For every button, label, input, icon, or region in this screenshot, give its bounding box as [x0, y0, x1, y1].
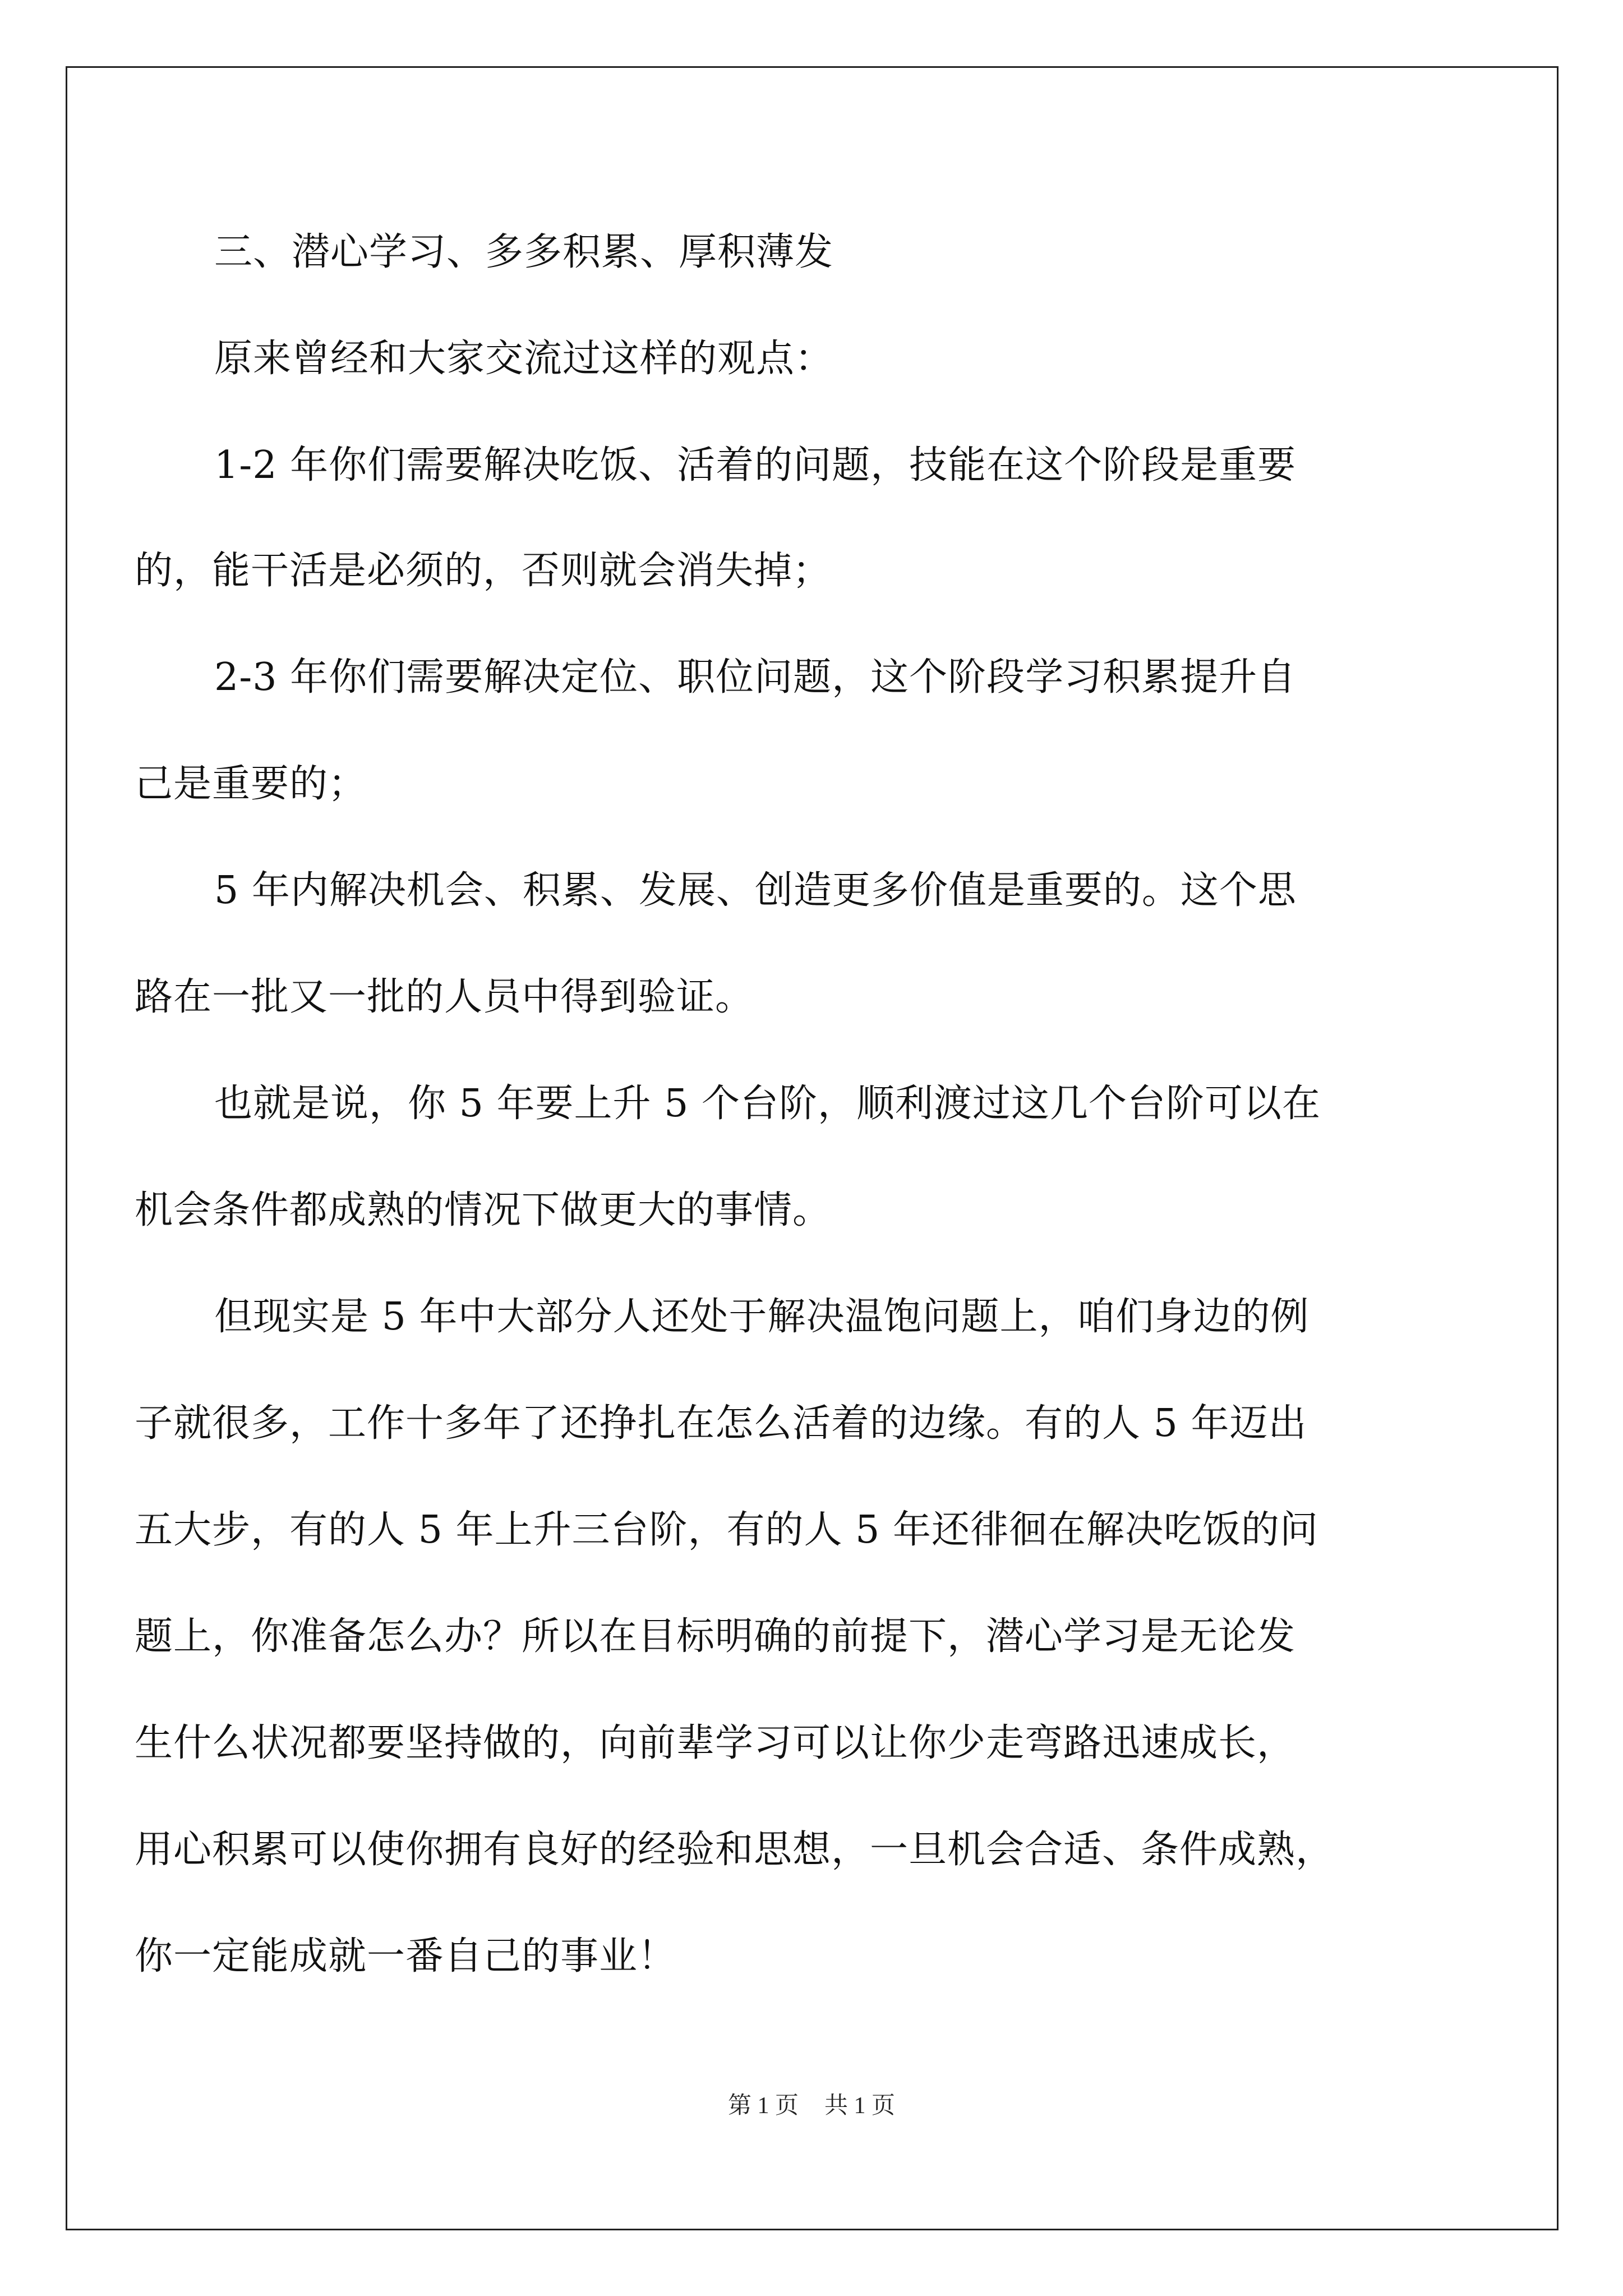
paragraph-line: 的，能干活是必须的，否则就会消失掉；: [135, 549, 832, 593]
paragraph-line: 题上，你准备怎么办？所以在目标明确的前提下，潜心学习是无论发: [135, 1614, 1296, 1659]
paragraph-line: 2-3 年你们需要解决定位、职位问题，这个阶段学习积累提升自: [214, 655, 1297, 700]
paragraph-line: 也就是说，你 5 年要上升 5 个台阶，顺利渡过这几个台阶可以在: [214, 1082, 1321, 1126]
paragraph-line: 子就很多，工作十多年了还挣扎在怎么活着的边缘。有的人 5 年迈出: [135, 1401, 1307, 1446]
paragraph-line: 用心积累可以使你拥有良好的经验和思想，一旦机会合适、条件成熟，: [135, 1828, 1335, 1872]
paragraph-line: 你一定能成就一番自己的事业！: [135, 1934, 677, 1978]
paragraph-line: 但现实是 5 年中大部分人还处于解决温饱问题上，咱们身边的例: [214, 1295, 1310, 1339]
paragraph-line: 生什么状况都要坚持做的，向前辈学习可以让你少走弯路迅速成长，: [135, 1721, 1296, 1765]
paragraph-line: 1-2 年你们需要解决吃饭、活着的问题，技能在这个阶段是重要: [214, 443, 1297, 487]
page-number: 第 1 页: [727, 2093, 799, 2119]
paragraph-line: 路在一批又一批的人员中得到验证。: [135, 975, 754, 1019]
paragraph-line: 原来曾经和大家交流过这样的观点：: [214, 337, 834, 381]
paragraph-line: 己是重要的；: [135, 762, 367, 806]
paragraph-line: 机会条件都成熟的情况下做更大的事情。: [135, 1188, 832, 1232]
paragraph-line: 五大步，有的人 5 年上升三台阶，有的人 5 年还徘徊在解决吃饭的问: [135, 1508, 1318, 1552]
page-footer: [0, 2087, 1623, 2120]
paragraph-line: 5 年内解决机会、积累、发展、创造更多价值是重要的。这个思: [214, 868, 1297, 913]
section-heading: 三、潜心学习、多多积累、厚积薄发: [214, 230, 834, 274]
page-total: 共 1 页: [824, 2093, 896, 2119]
